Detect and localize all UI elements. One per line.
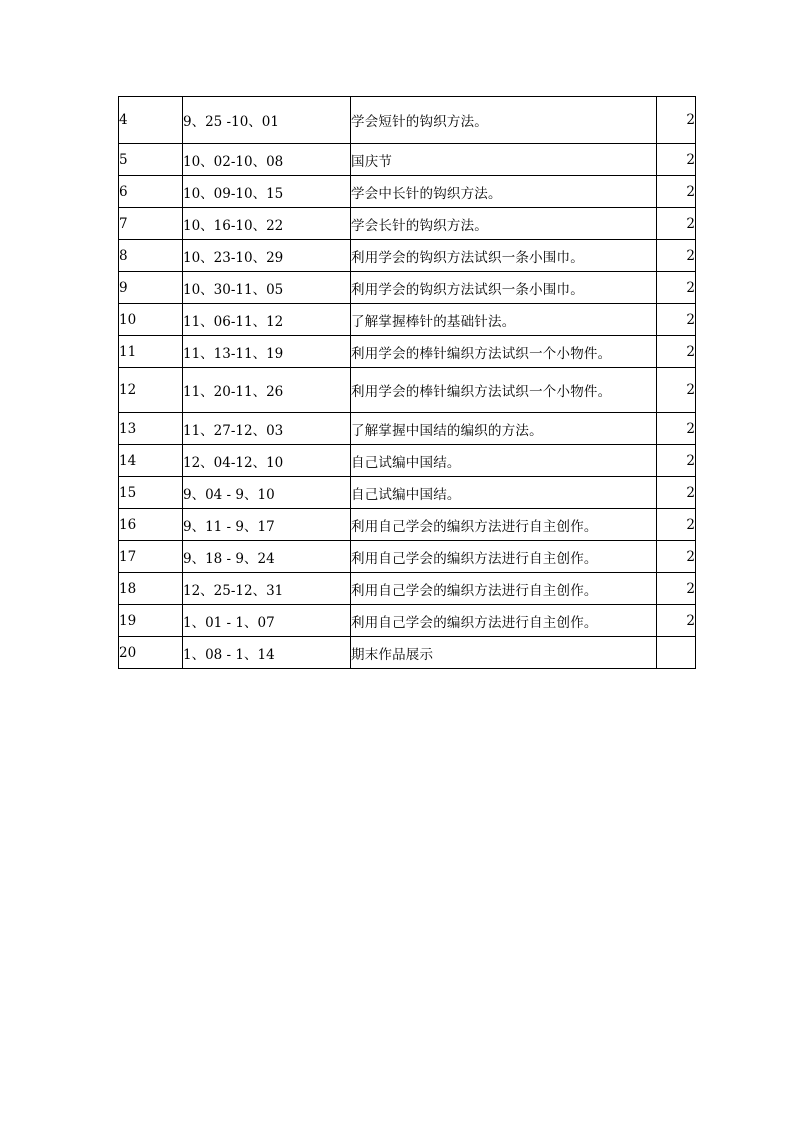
table-row [119, 272, 696, 304]
date-cell: 9、04 - 9、10 [183, 477, 351, 509]
date-cell: 9、11 - 9、17 [183, 509, 351, 541]
hours-cell: 2 [657, 413, 696, 445]
date-cell: 11、13-11、19 [183, 336, 351, 368]
schedule-table [118, 96, 696, 669]
table-row [119, 573, 696, 605]
week-cell: 17 [119, 541, 183, 573]
table-row [119, 445, 696, 477]
date-cell: 12、25-12、31 [183, 573, 351, 605]
date-cell: 10、30-11、05 [183, 272, 351, 304]
week-cell: 4 [119, 97, 183, 144]
date-cell: 11、20-11、26 [183, 368, 351, 413]
week-cell: 11 [119, 336, 183, 368]
date-cell: 1、08 - 1、14 [183, 637, 351, 669]
table-row [119, 509, 696, 541]
content-cell: 利用自己学会的编织方法进行自主创作。 [351, 605, 657, 637]
date-cell: 10、02-10、08 [183, 144, 351, 176]
week-cell: 7 [119, 208, 183, 240]
date-cell: 1、01 - 1、07 [183, 605, 351, 637]
hours-cell: 2 [657, 97, 696, 144]
hours-cell: 2 [657, 272, 696, 304]
hours-cell: 2 [657, 240, 696, 272]
table-row [119, 208, 696, 240]
content-cell: 期末作品展示 [351, 637, 657, 669]
hours-cell: 2 [657, 509, 696, 541]
content-cell: 了解掌握中国结的编织的方法。 [351, 413, 657, 445]
week-cell: 12 [119, 368, 183, 413]
hours-cell: 2 [657, 541, 696, 573]
week-cell: 6 [119, 176, 183, 208]
hours-cell: 2 [657, 304, 696, 336]
hours-cell: 2 [657, 445, 696, 477]
hours-cell: 2 [657, 605, 696, 637]
table-row [119, 176, 696, 208]
table-row [119, 637, 696, 669]
content-cell: 自己试编中国结。 [351, 477, 657, 509]
hours-cell: 2 [657, 144, 696, 176]
week-cell: 13 [119, 413, 183, 445]
content-cell: 利用学会的棒针编织方法试织一个小物件。 [351, 336, 657, 368]
table-row [119, 477, 696, 509]
schedule-body [119, 97, 696, 669]
content-cell: 利用自己学会的编织方法进行自主创作。 [351, 509, 657, 541]
content-cell: 利用自己学会的编织方法进行自主创作。 [351, 573, 657, 605]
week-cell: 5 [119, 144, 183, 176]
week-cell: 16 [119, 509, 183, 541]
hours-cell: 2 [657, 368, 696, 413]
content-cell: 利用学会的棒针编织方法试织一个小物件。 [351, 368, 657, 413]
date-cell: 10、16-10、22 [183, 208, 351, 240]
week-cell: 14 [119, 445, 183, 477]
week-cell: 18 [119, 573, 183, 605]
hours-cell: 2 [657, 208, 696, 240]
content-cell: 利用学会的钩织方法试织一条小围巾。 [351, 272, 657, 304]
date-cell: 11、06-11、12 [183, 304, 351, 336]
hours-cell: 2 [657, 477, 696, 509]
table-row [119, 413, 696, 445]
date-cell: 9、25 -10、01 [183, 97, 351, 144]
week-cell: 9 [119, 272, 183, 304]
hours-cell: 2 [657, 336, 696, 368]
date-cell: 9、18 - 9、24 [183, 541, 351, 573]
week-cell: 19 [119, 605, 183, 637]
content-cell: 利用自己学会的编织方法进行自主创作。 [351, 541, 657, 573]
week-cell: 8 [119, 240, 183, 272]
content-cell: 自己试编中国结。 [351, 445, 657, 477]
hours-cell: 2 [657, 573, 696, 605]
content-cell: 学会中长针的钩织方法。 [351, 176, 657, 208]
table-row [119, 368, 696, 413]
content-cell: 学会短针的钩织方法。 [351, 97, 657, 144]
hours-cell [657, 637, 696, 669]
content-cell: 国庆节 [351, 144, 657, 176]
week-cell: 10 [119, 304, 183, 336]
week-cell: 20 [119, 637, 183, 669]
content-cell: 学会长针的钩织方法。 [351, 208, 657, 240]
table-row [119, 336, 696, 368]
table-row [119, 97, 696, 144]
table-row [119, 605, 696, 637]
hours-cell: 2 [657, 176, 696, 208]
date-cell: 10、09-10、15 [183, 176, 351, 208]
table-row [119, 144, 696, 176]
date-cell: 10、23-10、29 [183, 240, 351, 272]
date-cell: 11、27-12、03 [183, 413, 351, 445]
table-row [119, 541, 696, 573]
table-row [119, 304, 696, 336]
date-cell: 12、04-12、10 [183, 445, 351, 477]
content-cell: 利用学会的钩织方法试织一条小围巾。 [351, 240, 657, 272]
content-cell: 了解掌握棒针的基础针法。 [351, 304, 657, 336]
table-row [119, 240, 696, 272]
week-cell: 15 [119, 477, 183, 509]
